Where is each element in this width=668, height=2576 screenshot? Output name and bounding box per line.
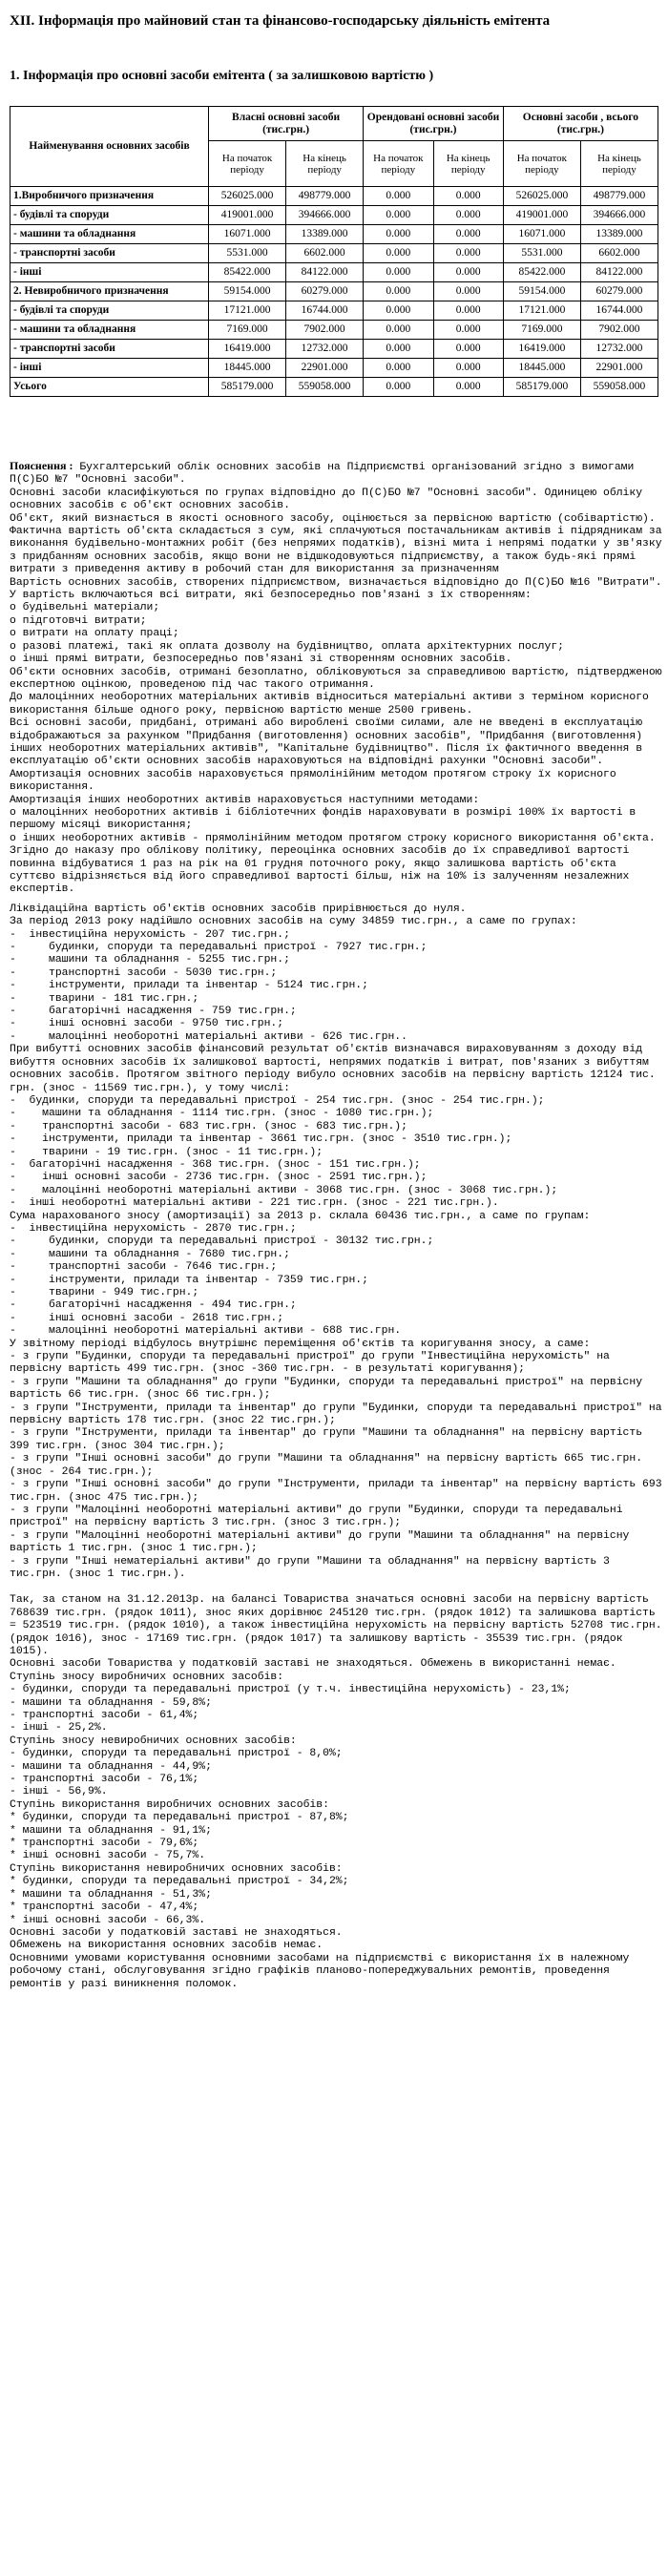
row-value: 16744.000	[286, 301, 364, 321]
row-label: - транспортні засоби	[10, 340, 209, 359]
row-value: 60279.000	[286, 282, 364, 301]
row-value: 585179.000	[503, 378, 580, 397]
row-value: 16071.000	[503, 225, 580, 244]
row-value: 18445.000	[503, 359, 580, 378]
explanatory-notes	[10, 460, 662, 1991]
header-leased-assets: Орендовані основні засоби (тис.грн.)	[364, 107, 504, 141]
row-value: 394666.000	[286, 206, 364, 225]
row-value: 84122.000	[580, 263, 658, 282]
row-value: 16744.000	[580, 301, 658, 321]
row-value: 13389.000	[580, 225, 658, 244]
row-value: 394666.000	[580, 206, 658, 225]
row-value: 419001.000	[503, 206, 580, 225]
row-value: 6602.000	[286, 244, 364, 263]
row-value: 5531.000	[503, 244, 580, 263]
row-value: 0.000	[433, 378, 503, 397]
table-row	[10, 187, 658, 206]
table-row	[10, 378, 658, 397]
subheader-start: На початок періоду	[503, 141, 580, 187]
row-value: 0.000	[433, 225, 503, 244]
row-value: 0.000	[364, 282, 433, 301]
row-value: 0.000	[364, 359, 433, 378]
row-value: 498779.000	[580, 187, 658, 206]
row-label: - будівлі та споруди	[10, 206, 209, 225]
row-value: 0.000	[433, 263, 503, 282]
notes-paragraph-balances: Так, за станом на 31.12.2013р. на балансі Товариства значаться основні засоби на первісну вартість 768639 тис.грн. (рядок 1011), знос яких дорівнює 245120 тис.грн. (рядок 1012) та залишкова вартість = 523519 тис.грн. (рядок 1010), а також інвестиційна нерухомість на первісну вартість 52708 тис.грн. (рядок 1016), знос - 17169 тис.грн. (рядок 1017) та залишкову вартість - 35539 тис.грн. (рядок 1015). Основні засоби Товариства у податковій заставі не знаходяться. Обмежень в використанні немає. Ступінь зносу виробничих основних засобів: - будинки, споруди та передавальні пристрої (у т.ч. інвестиційна нерухомість) - 23,1%; - машини та обладнання - 59,8%; - транспортні засоби - 61,4%; - інші - 25,2%. Ступінь зносу невиробничих основних засобів: - будинки, споруди та передавальні пристрої - 8,0%; - машини та обладнання - 44,9%; - транспортні засоби - 76,1%; - інші - 56,9%. Ступінь використання виробничих основних засобів: * будинки, споруди та передавальні пристрої - 87,8%; * машини та обладнання - 91,1%; * транспортні засоби - 79,6%; * інші основні засоби - 75,7%. Ступінь використання невиробничих основних засобів: * будинки, споруди та передавальні пристрої - 34,2%; * машини та обладнання - 51,3%; * транспортні засоби - 47,4%; * інші основні засоби - 66,3%. Основні засоби у податковій заставі не знаходяться. Обмежень на використання основних засобів немає. Основними умовами користування основними засобами на підприємстві є використання їх в належному робочому стані, обслуговування згідно графіків планово-попереджувальних ремонтів, проведення ремонтів у разі виникнення поломок.	[10, 1594, 662, 1990]
row-value: 0.000	[364, 321, 433, 340]
row-value: 17121.000	[503, 301, 580, 321]
row-value: 0.000	[364, 206, 433, 225]
row-value: 16419.000	[503, 340, 580, 359]
row-value: 0.000	[433, 282, 503, 301]
row-value: 0.000	[433, 244, 503, 263]
row-value: 22901.000	[580, 359, 658, 378]
row-value: 0.000	[433, 359, 503, 378]
fixed-assets-table	[10, 106, 658, 397]
row-value: 526025.000	[209, 187, 286, 206]
row-value: 0.000	[433, 321, 503, 340]
header-asset-name: Найменування основних засобів	[10, 107, 209, 187]
row-value: 12732.000	[580, 340, 658, 359]
row-value: 5531.000	[209, 244, 286, 263]
row-value: 0.000	[433, 301, 503, 321]
row-value: 59154.000	[209, 282, 286, 301]
subheader-end: На кінець періоду	[580, 141, 658, 187]
notes-paragraph-accounting-policy: Бухгалтерський облік основних засобів на Підприємстві організований згідно з вимогами П(С)БО №7 "Основні засоби". Основні засоби класифікуються по групах відповідно до П(С)БО №7 "Основні засоби". Одиницею обліку основних засобів є об'єкт основних засобів. Об'єкт, який визнається в якості основного засобу, оцінюється за первісною вартістю (собівартістю). Фактична вартість об'єкта складається з сум, які сплачуються постачальникам активів і підрядникам за виконання будівельно-монтажних робіт (без непрямих податків), візні мита і непрямі податки у зв'язку з придбанням основних засобів, якщо вони не відшкодовуються підприємству, а також будь-які прямі витрати з приведення активу в робочий стан для використання за призначенням Вартість основних засобів, створених підприємством, визначається відповідно до П(С)БО №16 "Витрати". У вартість включаються всі витрати, які безпосередньо пов'язані з їх створенням: о будівельні матеріали; о підготовчі витрати; о витрати на оплату праці; о разові платежі, такі як оплата дозволу на будівництво, оплата архітектурних послуг; о інші прямі витрати, безпосередньо пов'язані зі створенням основних засобів. Об'єкти основних засобів, отримані безоплатно, обліковуються за справедливою вартістю, підтвердженою експертною оцінкою, проведеною під час такого отримання. До малоцінних необоротних матеріальних активів відноситься матеріальні активи з терміном корисного використання більше одного року, первісною вартістю менше 2500 гривень. Всі основні засоби, придбані, отримані або вироблені своїми силами, але не введені в експлуатацію відображаються за рахунком "Придбання (виготовлення) основних засобів", "Придбання (виготовлення) інших необоротних матеріальних активів", "Капітальне будівництво". Після їх фактичного введення в експлуатацію об'єкти основних засобів нараховуються на відповідні рахунки "Основні засоби". Амортизація основних засобів нараховується прямолінійним методом протягом строку їх корисного використання. Амортизація інших необоротних активів нараховується наступними методами: о малоцінних необоротних активів і бібліотечних фондів нараховувати в розмірі 100% їх вартості в першому місяці використання; о інших необоротних активів - прямолінійним методом протягом строку корисного використання об'єкта. Згідно до наказу про облікову політику, переоцінка основних засобів до їх справедливої вартості повинна відбуватися 1 раз на рік на 01 грудня поточного року, якщо залишкова вартість об'єкта суттєво відрізняється від його справедливої вартості більш, ніж на 10% із залученням незалежних експертів.	[10, 462, 662, 896]
table-row	[10, 340, 658, 359]
row-value: 84122.000	[286, 263, 364, 282]
subheader-start: На початок періоду	[364, 141, 433, 187]
row-value: 0.000	[433, 187, 503, 206]
row-value: 7169.000	[209, 321, 286, 340]
row-label: Усього	[10, 378, 209, 397]
table-row	[10, 263, 658, 282]
table-row	[10, 282, 658, 301]
row-value: 59154.000	[503, 282, 580, 301]
table-row	[10, 301, 658, 321]
table-row	[10, 225, 658, 244]
row-value: 13389.000	[286, 225, 364, 244]
row-value: 22901.000	[286, 359, 364, 378]
row-value: 0.000	[364, 340, 433, 359]
row-value: 0.000	[364, 187, 433, 206]
row-value: 18445.000	[209, 359, 286, 378]
row-value: 7902.000	[286, 321, 364, 340]
row-value: 0.000	[433, 206, 503, 225]
row-label: - машини та обладнання	[10, 321, 209, 340]
row-value: 559058.000	[580, 378, 658, 397]
row-label: 1.Виробничого призначення	[10, 187, 209, 206]
subheader-start: На початок періоду	[209, 141, 286, 187]
table-row	[10, 206, 658, 225]
table-row	[10, 359, 658, 378]
section-heading: XII. Інформація про майновий стан та фінансово-господарську діяльність емітента	[10, 13, 551, 29]
row-label: 2. Невиробничого призначення	[10, 282, 209, 301]
row-value: 0.000	[364, 244, 433, 263]
row-value: 498779.000	[286, 187, 364, 206]
row-value: 7169.000	[503, 321, 580, 340]
subheader-end: На кінець періоду	[286, 141, 364, 187]
subheader-end: На кінець періоду	[433, 141, 503, 187]
row-value: 12732.000	[286, 340, 364, 359]
row-label: - інші	[10, 263, 209, 282]
row-value: 0.000	[364, 378, 433, 397]
row-value: 60279.000	[580, 282, 658, 301]
subsection-heading: 1. Інформація про основні засоби емітента ( за залишковою вартістю )	[10, 69, 434, 83]
notes-paragraph-movements: Ліквідаційна вартість об'єктів основних засобів прирівнюється до нуля. За період 2013 року надійшло основних засобів на суму 34859 тис.грн., а саме по групах: - інвестиційна нерухомість - 207 тис.грн.; - будинки, споруди та передавальні пристрої - 7927 тис.грн.; - машини та обладнання - 5255 тис.грн.; - транспортні засоби - 5030 тис.грн.; - інструменти, прилади та інвентар - 5124 тис.грн.; - тварини - 181 тис.грн.; - багаторічні насадження - 759 тис.грн.; - інші основні засоби - 9750 тис.грн.; - малоцінні необоротні матеріальні активи - 626 тис.грн.. При вибутті основних засобів фінансовий результат об'єктів визначався вираховуванням з доходу від вибуття основних засобів їх залишкової вартості, непрямих податків і витрат, пов'язаних з вибуттям основних засобів. Протягом звітного періоду вибуло основних засобів на первісну вартість 12124 тис. грн. (знос - 11569 тис.грн.), у тому числі: - будинки, споруди та передавальні пристрої - 254 тис.грн. (знос - 254 тис.грн.); - машини та обладнання - 1114 тис.грн. (знос - 1080 тис.грн.); - транспортні засоби - 683 тис.грн. (знос - 683 тис.грн.); - інструменти, прилади та інвентар - 3661 тис.грн. (знос - 3510 тис.грн.); - тварини - 19 тис.грн. (знос - 11 тис.грн.); - багаторічні насадження - 368 тис.грн. (знос - 151 тис.грн.); - інші основні засоби - 2736 тис.грн. (знос - 2591 тис.грн.); - малоцінні необоротні матеріальні активи - 3068 тис.грн. (знос - 3068 тис.грн.); - інші необоротні матеріальні активи - 221 тис.грн. (знос - 221 тис.грн.). Сума нарахованого зносу (амортизації) за 2013 р. склала 60436 тис.грн., а саме по групам: - інвестиційна нерухомість - 2870 тис.грн.; - будинки, споруди та передавальні пристрої - 30132 тис.грн.; - машини та обладнання - 7680 тис.грн.; - транспортні засоби - 7646 тис.грн.; - інструменти, прилади та інвентар - 7359 тис.грн.; - тварини - 949 тис.грн.; - багаторічні насадження - 494 тис.грн.; - інші основні засоби - 2618 тис.грн.; - малоцінні необоротні матеріальні активи - 688 тис.грн. У звітному періоді відбулось внутрішнє переміщення об'єктів та коригування зносу, а саме: - з групи "Будинки, споруди та передавальні пристрої" до групи "Інвестиційна нерухомість" на первісну вартість 499 тис.грн. (знос -360 тис.грн. - в результаті коригування); - з групи "Машини та обладнання" до групи "Будинки, споруди та передавальні пристрої" на первісну вартість 66 тис.грн. (знос 66 тис.грн.); - з групи "Інструменти, прилади та інвентар" до групи "Будинки, споруди та передавальні пристрої" на первісну вартість 178 тис.грн. (знос 22 тис.грн.); - з групи "Інструменти, прилади та інвентар" до групи "Машини та обладнання" на первісну вартість 399 тис.грн. (знос 304 тис.грн.); - з групи "Інші основні засоби" до групи "Машини та обладнання" на первісну вартість 665 тис.грн. (знос - 264 тис.грн.); - з групи "Інші основні засоби" до групи "Інструменти, прилади та інвентар" на первісну вартість 693 тис.грн. (знос 475 тис.грн.); - з групи "Малоцінні необоротні матеріальні активи" до групи "Будинки, споруди та передавальні пристрої" на первісну вартість 3 тис.грн. (знос 3 тис.грн.); - з групи "Малоцінні необоротні матеріальні активи" до групи "Машини та обладнання" на первісну вартість 1 тис.грн. (знос 1 тис.грн.); - з групи "Інші нематеріальні активи" до групи "Машини та обладнання" на первісну вартість 3 тис.грн. (знос 1 тис.грн.).	[10, 903, 662, 1580]
row-value: 0.000	[364, 225, 433, 244]
row-value: 85422.000	[503, 263, 580, 282]
row-value: 85422.000	[209, 263, 286, 282]
row-value: 17121.000	[209, 301, 286, 321]
row-value: 526025.000	[503, 187, 580, 206]
row-label: - будівлі та споруди	[10, 301, 209, 321]
row-value: 16419.000	[209, 340, 286, 359]
header-own-assets: Власні основні засоби (тис.грн.)	[209, 107, 364, 141]
row-value: 0.000	[364, 263, 433, 282]
row-label: - транспортні засоби	[10, 244, 209, 263]
row-value: 0.000	[364, 301, 433, 321]
table-row	[10, 244, 658, 263]
row-value: 6602.000	[580, 244, 658, 263]
row-value: 419001.000	[209, 206, 286, 225]
table-row	[10, 321, 658, 340]
row-value: 585179.000	[209, 378, 286, 397]
row-value: 559058.000	[286, 378, 364, 397]
notes-label: Пояснення :	[10, 459, 73, 472]
header-total-assets: Основні засоби , всього (тис.грн.)	[503, 107, 658, 141]
row-label: - інші	[10, 359, 209, 378]
row-value: 16071.000	[209, 225, 286, 244]
row-value: 7902.000	[580, 321, 658, 340]
row-value: 0.000	[433, 340, 503, 359]
row-label: - машини та обладнання	[10, 225, 209, 244]
